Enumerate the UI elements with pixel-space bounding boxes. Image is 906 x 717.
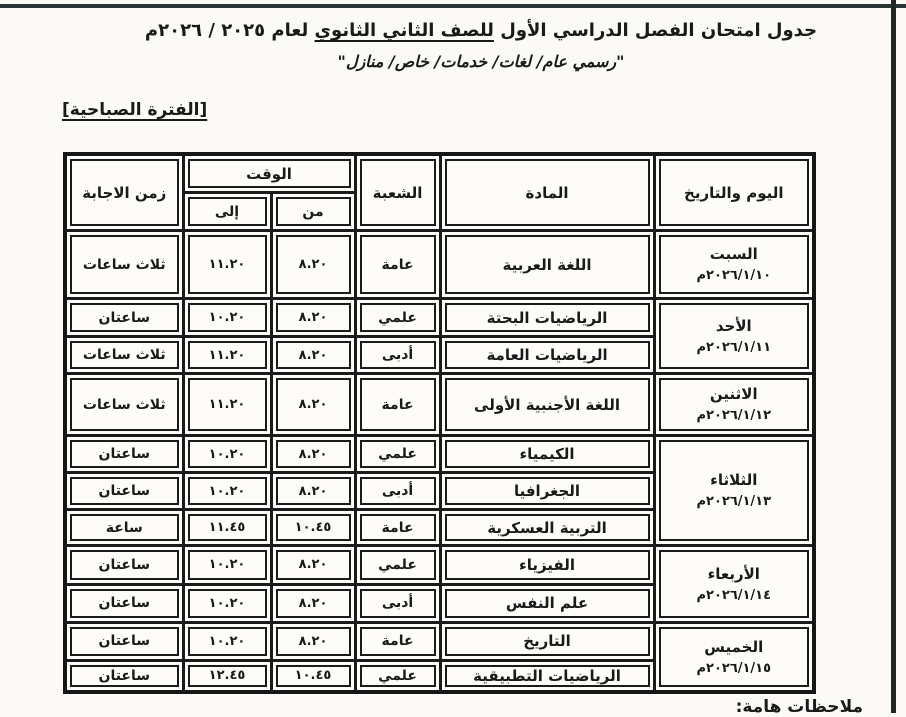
from-time-cell	[271, 436, 355, 473]
day-name: الأربعاء	[707, 564, 760, 583]
cell-frame	[360, 440, 436, 468]
duration-cell	[65, 436, 183, 473]
cell-frame	[276, 303, 351, 332]
from-time-cell	[271, 660, 355, 692]
cell-frame	[445, 477, 650, 505]
cell-frame	[70, 235, 179, 294]
title-block	[0, 20, 906, 71]
cell-frame	[188, 341, 267, 369]
from-time-cell	[271, 584, 355, 623]
table-row	[65, 299, 814, 337]
to-time-text: ١١.٢٠	[208, 257, 246, 272]
header-subject	[440, 154, 654, 231]
cell-frame	[445, 303, 650, 332]
duration-cell	[65, 231, 183, 299]
cell-frame	[360, 514, 436, 541]
day-date: ٢٠٢٦/١/١٣م	[696, 494, 772, 509]
to-time-text: ١٠.٢٠	[208, 633, 246, 649]
branch-text: عامة	[381, 519, 414, 536]
subject-cell	[440, 231, 654, 299]
branch-cell	[355, 510, 440, 546]
cell-frame	[70, 589, 179, 619]
subject-text: التاريخ	[523, 632, 571, 651]
to-time-text: ١٠.٢٠	[208, 446, 246, 462]
cell-frame	[445, 627, 650, 656]
table-row	[65, 546, 814, 585]
duration-text: ثلاث ساعات	[82, 396, 166, 413]
subject-text: التربية العسكرية	[487, 518, 607, 537]
header-duration	[65, 154, 183, 231]
branch-text: عامة	[381, 633, 414, 650]
cell-frame	[70, 514, 179, 541]
cell-frame	[360, 550, 436, 580]
day-name: الاثنين	[709, 385, 758, 403]
day-date: ٢٠٢٦/١/١٤م	[696, 587, 772, 603]
subject-text: علم النفس	[505, 594, 589, 613]
cell-frame	[70, 440, 179, 468]
header-from-label: من	[302, 203, 324, 220]
subject-cell	[440, 473, 654, 510]
branch-text: عامة	[381, 396, 414, 413]
cell-frame	[659, 378, 810, 431]
cell-frame	[276, 378, 351, 431]
duration-text: ساعة	[105, 519, 143, 536]
from-time-text: ٨.٢٠	[298, 257, 328, 272]
day-cell	[654, 546, 814, 623]
cell-frame	[360, 627, 436, 656]
cell-frame	[188, 235, 267, 294]
header-duration-label: زمن الاجابة	[82, 183, 167, 202]
to-time-text: ١٠.٢٠	[208, 310, 246, 325]
to-time-text: ١١.٢٠	[208, 397, 246, 412]
branch-cell	[355, 436, 440, 473]
from-time-text: ٨.٢٠	[298, 633, 328, 649]
branch-cell	[355, 584, 440, 623]
from-time-cell	[271, 623, 355, 661]
cell-frame	[70, 378, 179, 431]
cell-frame	[188, 303, 267, 332]
cell-frame	[360, 235, 436, 294]
duration-text: ساعتان	[98, 483, 151, 499]
from-time-text: ١٠.٤٥	[294, 668, 332, 684]
day-cell	[654, 436, 814, 546]
header-day-date	[654, 154, 814, 231]
cell-frame	[360, 159, 436, 226]
to-time-text: ١٢.٤٥	[208, 668, 246, 684]
day-cell	[654, 623, 814, 693]
cell-frame	[276, 665, 351, 687]
exam-schedule-table-wrap	[63, 152, 816, 694]
cell-frame	[360, 341, 436, 369]
cell-frame	[659, 235, 810, 294]
cell-frame	[445, 235, 650, 294]
to-time-text: ١١.٢٠	[208, 347, 246, 363]
table-row	[65, 436, 814, 473]
duration-cell	[65, 473, 183, 510]
cell-frame	[659, 627, 810, 687]
cell-frame	[445, 514, 650, 541]
branch-cell	[355, 473, 440, 510]
subject-cell	[440, 584, 654, 623]
subject-text: الرياضيات البحتة	[486, 308, 608, 327]
duration-text: ساعتان	[98, 667, 151, 684]
cell-frame	[70, 303, 179, 332]
from-time-text: ٨.٢٠	[298, 557, 328, 573]
branch-cell	[355, 623, 440, 661]
cell-frame	[276, 550, 351, 580]
cell-frame	[360, 303, 436, 332]
to-time-cell	[183, 337, 271, 374]
subject-cell	[440, 436, 654, 473]
branch-text: علمي	[378, 309, 417, 326]
header-time-label: الوقت	[246, 164, 292, 183]
table-row	[65, 374, 814, 436]
cell-frame	[276, 514, 351, 541]
subject-text: الرياضيات العامة	[486, 346, 608, 364]
branch-text: أدبى	[381, 347, 414, 363]
from-time-cell	[271, 510, 355, 546]
header-branch-label: الشعبة	[372, 183, 423, 202]
cell-frame	[188, 550, 267, 580]
branch-cell	[355, 337, 440, 374]
title-year-suffix: لعام ٢٠٢٥ / ٢٠٢٦م	[144, 20, 315, 41]
document-subtitle: "رسمي عام/ لغات/ خدمات/ خاص/ منازل"	[337, 52, 625, 71]
cell-frame	[188, 589, 267, 619]
branch-text: أدبى	[381, 595, 414, 612]
header-branch	[355, 154, 440, 231]
to-time-text: ١١.٤٥	[208, 520, 246, 535]
subject-cell	[440, 660, 654, 692]
from-time-cell	[271, 299, 355, 337]
period-label: [الفترة الصباحية]	[62, 100, 208, 120]
to-time-cell	[183, 546, 271, 585]
to-time-text: ١٠.٢٠	[208, 483, 246, 499]
subject-cell	[440, 623, 654, 661]
duration-text: ثلاث ساعات	[82, 347, 166, 363]
from-time-cell	[271, 231, 355, 299]
to-time-cell	[183, 231, 271, 299]
subject-text: اللغة الأجنبية الأولى	[474, 395, 620, 414]
from-time-text: ١٠.٤٥	[294, 520, 332, 535]
title-prefix: جدول امتحان الفصل الدراسي الأول	[493, 20, 818, 41]
cell-frame	[445, 550, 650, 580]
day-name: الأحد	[715, 316, 752, 335]
cell-frame	[445, 665, 650, 687]
from-time-text: ٨.٢٠	[298, 310, 328, 325]
day-name: الثلاثاء	[710, 471, 758, 489]
cell-frame	[70, 477, 179, 505]
day-cell	[654, 374, 814, 436]
to-time-text: ١٠.٢٠	[208, 557, 246, 573]
header-subject-label: المادة	[525, 183, 569, 202]
day-date: ٢٠٢٦/١/١٥م	[696, 660, 772, 676]
duration-cell	[65, 337, 183, 374]
to-time-cell	[183, 510, 271, 546]
subject-text: اللغة العربية	[502, 255, 592, 274]
cell-frame	[445, 440, 650, 468]
header-day-date-label: اليوم والتاريخ	[684, 183, 784, 202]
day-date: ٢٠٢٦/١/١١م	[696, 339, 772, 355]
scan-edge-top-line	[0, 4, 906, 8]
subject-cell	[440, 546, 654, 585]
from-time-cell	[271, 374, 355, 436]
cell-frame	[360, 665, 436, 687]
duration-text: ساعتان	[98, 446, 151, 462]
cell-frame	[360, 477, 436, 505]
from-time-cell	[271, 473, 355, 510]
cell-frame	[188, 627, 267, 656]
cell-frame	[188, 440, 267, 468]
day-name: الخميس	[704, 637, 764, 656]
cell-frame	[445, 341, 650, 369]
cell-frame	[70, 159, 179, 226]
duration-cell	[65, 510, 183, 546]
duration-text: ساعتان	[98, 595, 151, 612]
header-to-label: إلى	[214, 203, 240, 220]
cell-frame	[659, 159, 810, 226]
document-title	[56, 20, 906, 41]
to-time-cell	[183, 584, 271, 623]
to-time-cell	[183, 660, 271, 692]
subject-cell	[440, 299, 654, 337]
branch-cell	[355, 660, 440, 692]
duration-text: ساعتان	[98, 309, 151, 326]
duration-cell	[65, 660, 183, 692]
branch-text: أدبى	[381, 483, 414, 499]
branch-cell	[355, 299, 440, 337]
duration-cell	[65, 546, 183, 585]
duration-text: ساعتان	[98, 633, 151, 650]
cell-frame	[445, 159, 650, 226]
cell-frame	[188, 378, 267, 431]
from-time-text: ٨.٢٠	[298, 595, 328, 611]
from-time-text: ٨.٢٠	[298, 446, 328, 462]
subject-cell	[440, 510, 654, 546]
exam-schedule-table	[63, 152, 816, 694]
cell-frame	[276, 235, 351, 294]
from-time-cell	[271, 337, 355, 374]
branch-cell	[355, 374, 440, 436]
cell-frame	[659, 550, 810, 618]
cell-frame	[188, 477, 267, 505]
cell-frame	[276, 589, 351, 619]
cell-frame	[188, 197, 267, 226]
to-time-text: ١٠.٢٠	[208, 595, 246, 611]
cell-frame	[445, 589, 650, 619]
cell-frame	[70, 550, 179, 580]
from-time-text: ٨.٢٠	[298, 347, 328, 363]
day-cell	[654, 231, 814, 299]
from-time-text: ٨.٢٠	[298, 397, 328, 412]
header-time-to	[183, 193, 271, 231]
header-row-1	[65, 154, 814, 193]
subject-text: الكيمياء	[519, 445, 575, 463]
day-date: ٢٠٢٦/١/١٠م	[696, 268, 772, 283]
subject-text: الجغرافيا	[513, 482, 581, 500]
cell-frame	[360, 378, 436, 431]
from-time-text: ٨.٢٠	[298, 483, 328, 499]
cell-frame	[276, 627, 351, 656]
branch-text: علمي	[378, 667, 417, 684]
duration-cell	[65, 584, 183, 623]
header-time	[183, 154, 355, 193]
subject-text: الرياضيات التطبيقية	[473, 666, 621, 685]
cell-frame	[70, 665, 179, 687]
day-date: ٢٠٢٦/١/١٢م	[696, 408, 772, 423]
to-time-cell	[183, 623, 271, 661]
table-row	[65, 623, 814, 661]
day-cell	[654, 299, 814, 374]
title-underlined-grade: للصف الثاني الثانوي	[314, 20, 494, 41]
subject-text: الفيزياء	[519, 555, 575, 574]
subject-cell	[440, 374, 654, 436]
branch-text: عامة	[381, 256, 414, 273]
duration-cell	[65, 299, 183, 337]
day-name: السبت	[709, 245, 758, 263]
cell-frame	[276, 197, 351, 226]
from-time-cell	[271, 546, 355, 585]
cell-frame	[445, 378, 650, 431]
cell-frame	[276, 440, 351, 468]
cell-frame	[70, 341, 179, 369]
to-time-cell	[183, 473, 271, 510]
cell-frame	[70, 627, 179, 656]
cell-frame	[659, 303, 810, 369]
to-time-cell	[183, 299, 271, 337]
duration-cell	[65, 623, 183, 661]
cell-frame	[188, 514, 267, 541]
header-time-from	[271, 193, 355, 231]
branch-text: علمي	[378, 556, 417, 573]
notes-label: ملاحظات هامة:	[735, 697, 863, 717]
cell-frame	[188, 665, 267, 687]
duration-text: ساعتان	[98, 556, 151, 573]
cell-frame	[360, 589, 436, 619]
to-time-cell	[183, 374, 271, 436]
branch-text: علمي	[378, 446, 417, 462]
cell-frame	[659, 440, 810, 541]
scan-edge-right-line	[891, 0, 896, 713]
duration-cell	[65, 374, 183, 436]
branch-cell	[355, 546, 440, 585]
cell-frame	[188, 159, 351, 188]
table-row	[65, 231, 814, 299]
duration-text: ثلاث ساعات	[82, 256, 166, 273]
to-time-cell	[183, 436, 271, 473]
cell-frame	[276, 477, 351, 505]
subject-cell	[440, 337, 654, 374]
branch-cell	[355, 231, 440, 299]
cell-frame	[276, 341, 351, 369]
